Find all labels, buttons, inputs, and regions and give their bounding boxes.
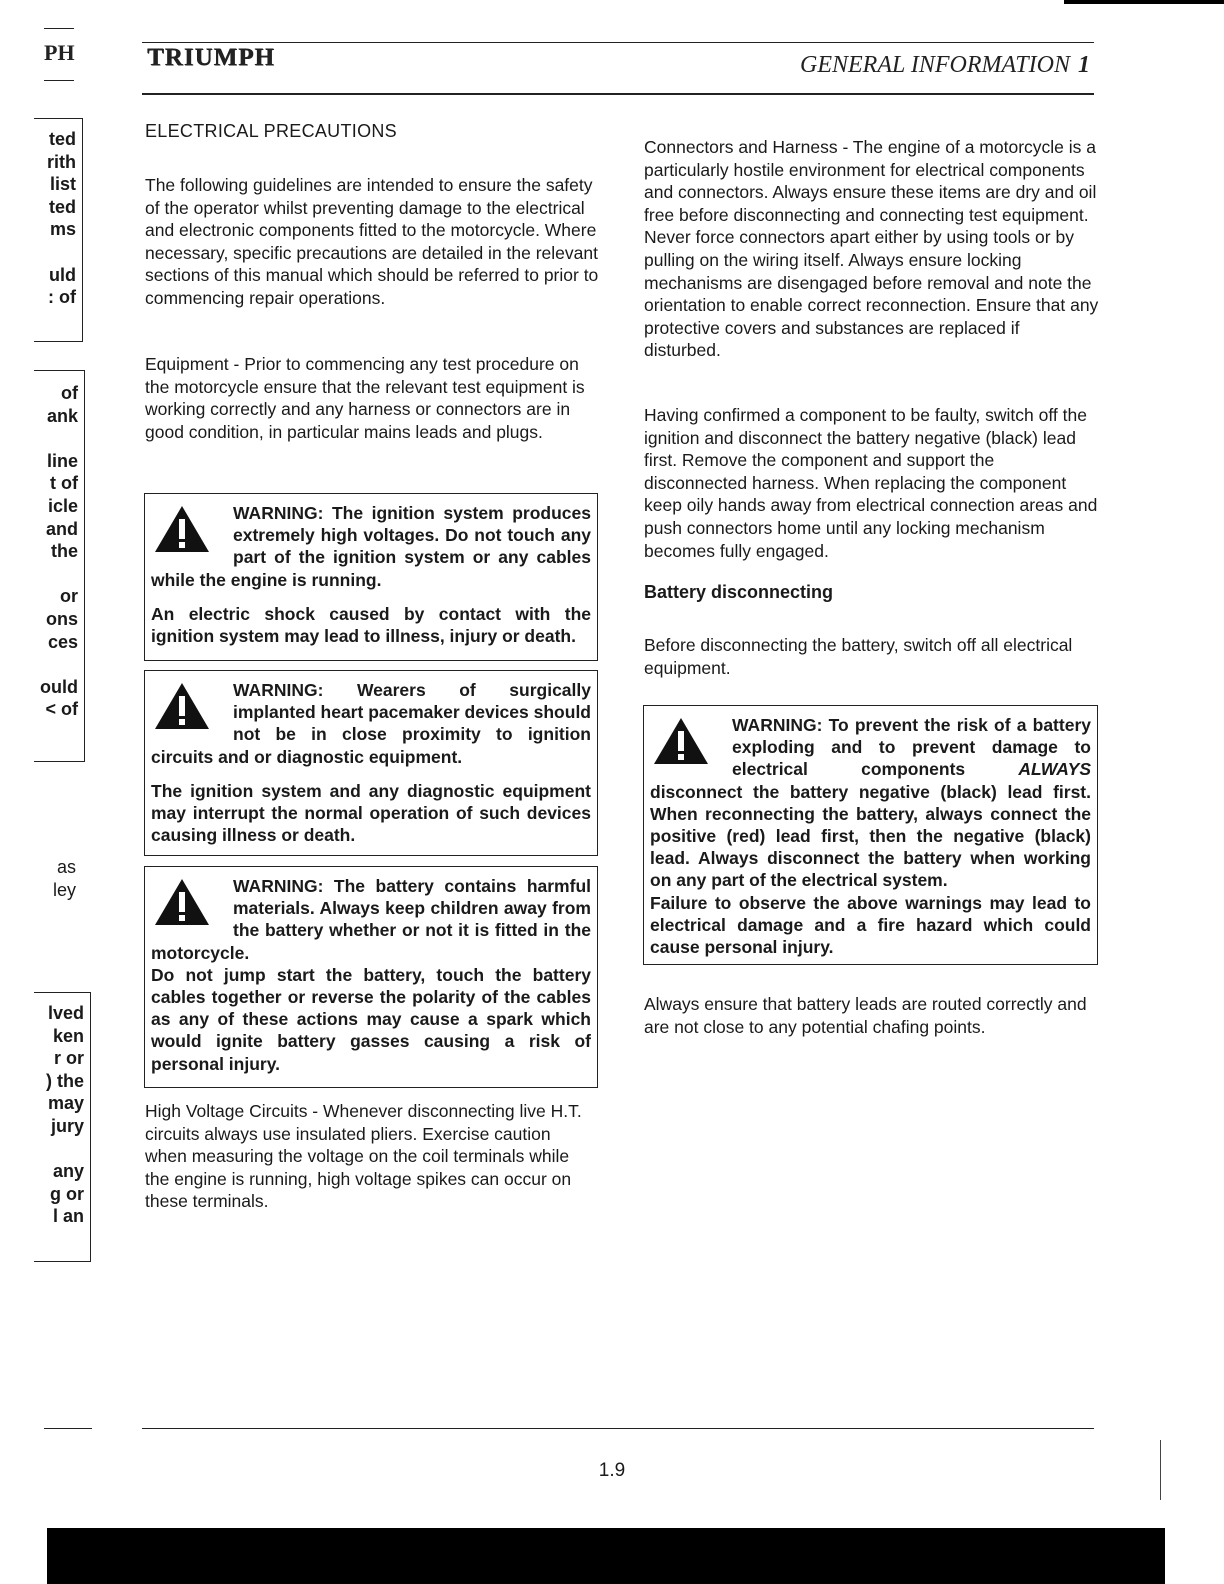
section-label-text: GENERAL INFORMATION [800,52,1070,78]
margin-fragment-line: lved [47,1003,84,1023]
warning-text-part-2: disconnect the battery negative (black) lead first. When reconnecting the battery, always connect the positive (red) lead first, then the negative (black) lead. Always disconnect the battery when working on any part of the electrical system. [650,781,1091,891]
scan-edge-line [1160,1440,1161,1500]
margin-fragment-line: ted [49,196,76,217]
header-top-rule [142,42,1094,43]
warning-ignition-text: WARNING: The ignition system produces extremely high voltages. Do not touch any part of the ignition system or any cables while the engine is running. [151,503,591,590]
margin-rule-header [44,80,74,81]
margin-fragment-line: icle [47,495,78,516]
margin-fragment-line: uld [49,264,76,285]
margin-fragment-line: ank [46,405,78,426]
margin-fragment-line: ces [47,631,78,652]
header-section-label [800,52,1090,79]
margin-fragment-line: ley [52,879,76,900]
warning-box-battery-disconnect [643,705,1098,965]
warning-box-ignition [144,493,598,661]
margin-fragment-line [20,427,78,450]
warning-box-pacemaker [144,670,598,856]
margin-fragment-line: : of [48,287,76,308]
margin-rule-top [44,28,74,29]
warning-battery-materials-text: WARNING: The battery contains harmful materials. Always keep children away from the battery whether or not it is fitted in the motorcycle. [151,876,591,963]
margin-fragment-group-3 [20,856,76,901]
header-bottom-rule [142,93,1094,95]
margin-fragment-line: ms [49,219,76,240]
margin-fragment-line: list [49,174,76,195]
margin-fragment-line [20,1138,84,1161]
warning-pacemaker-text: WARNING: Wearers of surgically implanted heart pacemaker devices should not be in close proximity to ignition circuits and or diagnostic equipment. [151,680,591,767]
equipment-paragraph [145,353,593,443]
page-number: 1.9 [598,1460,626,1481]
equipment-text: Equipment - Prior to commencing any test procedure on the motorcycle ensure that the relevant test equipment is working correctly and any harness or connectors are in good condition, in particular mains leads and plugs. [145,354,585,442]
intro-paragraph [145,174,600,310]
battery-intro-text: Before disconnecting the battery, switch off all electrical equipment. [644,635,1073,678]
scan-edge-bar [1064,0,1224,4]
warning-triangle-icon [652,716,710,766]
margin-fragment-line [20,241,76,264]
margin-fragment-line: ould [40,676,78,697]
margin-fragment-group-1 [20,128,76,309]
faulty-component-paragraph [644,404,1099,562]
high-voltage-text: High Voltage Circuits - Whenever disconnecting live H.T. circuits always use insulated pliers. Exercise caution when measuring the voltage on the coil terminals while the engine is running, high voltage spikes can occur on these terminals. [145,1101,582,1212]
margin-fragment-line: the [51,541,78,562]
connectors-paragraph [644,136,1099,362]
margin-fragment-line: < of [45,699,78,720]
margin-fragment-line: of [61,383,78,403]
margin-fragment-line: jury [50,1115,84,1136]
margin-fragment-line: rith [47,151,76,172]
margin-fragment-line: or [60,586,78,607]
margin-fragment-line [20,653,78,676]
warning-battery-disconnect-text [650,714,1091,892]
section-title-electrical-precautions: ELECTRICAL PRECAUTIONS [145,121,397,141]
footer-rule [142,1428,1094,1429]
warning-box-battery-materials [144,866,598,1088]
warning-battery-disconnect-content [650,714,1091,958]
high-voltage-paragraph [145,1100,585,1213]
margin-rule-footer [44,1428,92,1429]
warning-jump-start-text: Do not jump start the battery, touch the battery cables together or reverse the polarity of the cables as any of these actions may cause a spark which would ignite battery gasses causing a risk of personal injury. [151,964,591,1074]
battery-intro-paragraph [644,634,1074,679]
margin-fragment-line: l an [52,1206,84,1227]
margin-fragment-line: as [56,857,76,877]
margin-fragment-line: line [46,450,78,471]
margin-fragment-line: any [52,1161,84,1182]
warning-triangle-icon [153,681,211,731]
warning-ignition-content [151,502,591,647]
logo-fragment: PH [44,40,75,65]
margin-fragment-line: ken [52,1025,84,1046]
warning-battery-materials-content [151,875,591,1075]
margin-fragment-line: ons [45,608,78,629]
faulty-component-text: Having confirmed a component to be faulty, switch off the ignition and disconnect the battery negative (black) lead first. Remove the component and support the disconnected harness. When replacing the component keep oily hands away from electrical connection areas and push connectors home until any locking mechanism becomes fully engaged. [644,405,1098,561]
margin-fragment-line: ) the [46,1070,84,1091]
warning-emphasis: ALWAYS [1018,759,1091,780]
battery-leads-text: Always ensure that battery leads are routed correctly and are not close to any potential chafing points. [644,994,1087,1037]
margin-fragment-line: t of [50,473,78,494]
warning-pacemaker-content [151,679,591,846]
warning-text-part-1: WARNING: To prevent the risk of a battery exploding and to prevent damage to electrical components [732,715,1091,780]
connectors-text: Connectors and Harness - The engine of a motorcycle is a particularly hostile environment for electrical components and connectors. Always ensure these items are dry and oil free before disconnecting and connecting test equipment. Never force connectors apart either by using tools or by pulling on the wiring itself. Always ensure locking mechanisms are disengaged before removal and note the orientation to enable correct reconnection. Ensure that any protective covers and substances are replaced if disturbed. [644,137,1099,361]
warning-pacemaker-consequence: The ignition system and any diagnostic equipment may interrupt the normal operation of such devices causing illness or death. [151,780,591,846]
warning-triangle-icon [153,877,211,927]
warning-ignition-consequence: An electric shock caused by contact with the ignition system may lead to illness, injury or death. [151,603,591,647]
scan-bottom-bar [47,1528,1165,1584]
margin-fragment-line: r or [53,1048,84,1069]
margin-fragment-line: may [47,1093,84,1114]
margin-fragment-group-2 [20,382,78,721]
margin-fragment-line: and [45,518,78,539]
margin-fragment-line: ted [49,129,76,149]
triumph-logo: TRIUMPH [147,44,275,71]
margin-fragment-line [20,563,78,586]
chapter-number: 1 [1078,52,1090,78]
margin-fragment-line: g or [50,1183,84,1204]
warning-triangle-icon [153,504,211,554]
battery-disconnecting-heading: Battery disconnecting [644,582,834,602]
margin-fragment-group-4 [20,1002,84,1228]
warning-battery-failure-text: Failure to observe the above warnings may lead to electrical damage and a fire hazard which could cause personal injury. [650,892,1091,958]
intro-text: The following guidelines are intended to ensure the safety of the operator whilst preventing damage to the electrical and electronic components fitted to the motorcycle. Where necessary, specific precautions are detailed in the relevant sections of this manual which should be referred to prior to commencing repair operations. [145,175,599,308]
battery-leads-paragraph [644,993,1104,1038]
